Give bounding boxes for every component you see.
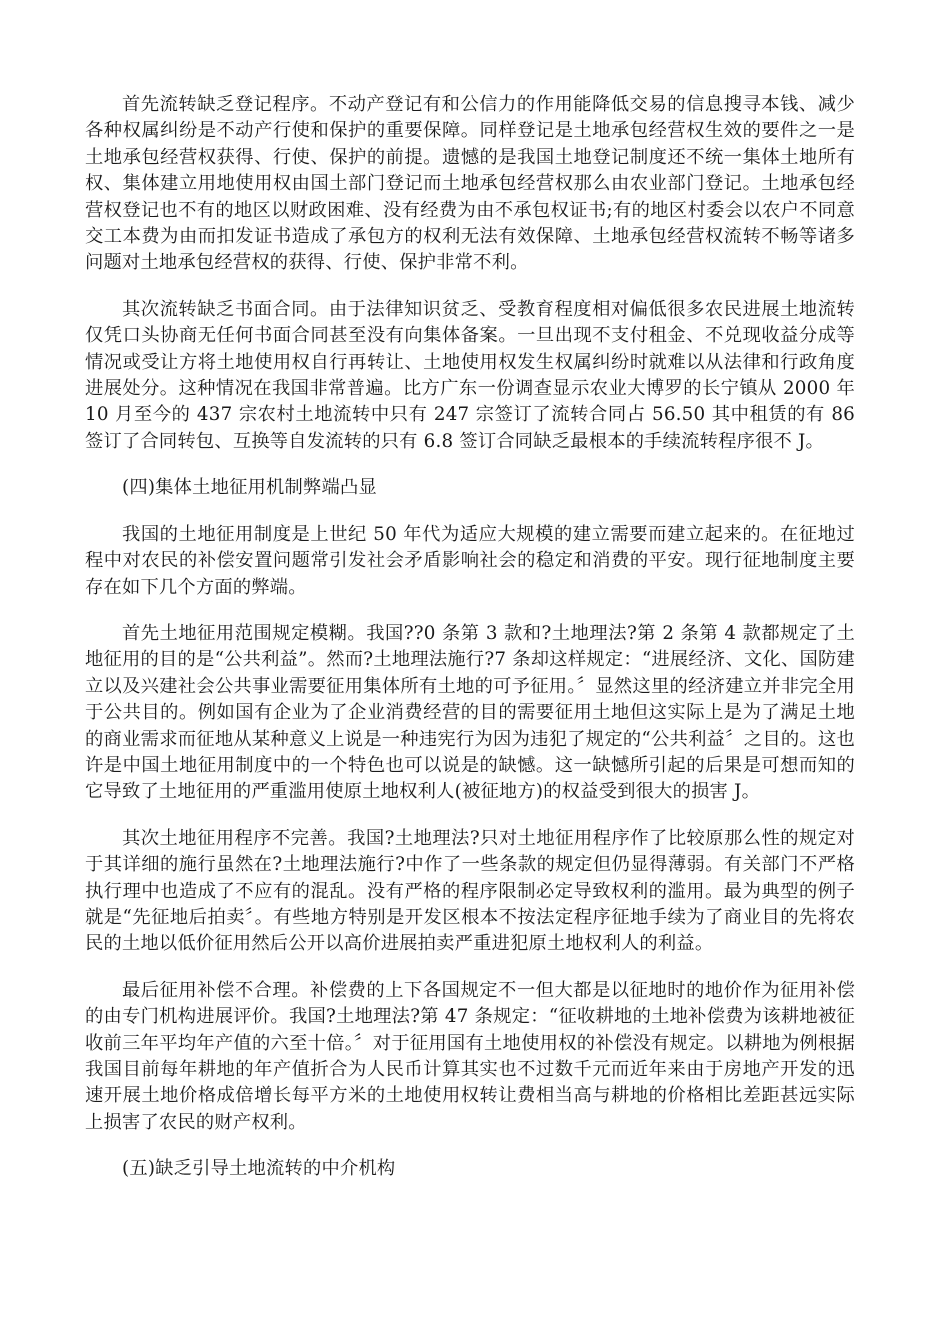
paragraph-written-contract: 其次流转缺乏书面合同。由于法律知识贫乏、受教育程度相对偏低很多农民进展土地流转仅凭口头协商无任何书面合同甚至没有向集体备案。一旦出现不支付租金、不兑现收益分成等情况或受让方将土地使用权自行再转让、土地使用权发生权属纠纷时就难以从法律和行政角度进展处分。这种情况在我国非常普遍。比方广东一份调查显示农业大博罗的长宁镇从 2000 年 10 月至今的 437 宗农村土地流转中只有 247 宗签订了流转合同占 56.50 其中租赁的有 86 签订了合同转包、互换等自发流转的只有 6.8 签订合同缺乏最根本的手续流转程序很不 J。 [85,298,855,452]
paragraph-expropriation-intro: 我国的土地征用制度是上世纪 50 年代为适应大规模的建立需要而建立起来的。在征地过程中对农民的补偿安置问题常引发社会矛盾影响社会的稳定和消费的平安。现行征地制度主要存在如下几个方面的弊端。 [85,523,855,598]
document-page [85,92,855,1203]
paragraph-expropriation-procedure: 其次土地征用程序不完善。我国?土地理法?只对土地征用程序作了比较原那么性的规定对于其详细的施行虽然在?土地理法施行?中作了一些条款的规定但仍显得薄弱。有关部门不严格执行理中也造成了不应有的混乱。没有严格的程序限制必定导致权利的滥用。最为典型的例子就是“先征地后拍卖〞。有些地方特别是开发区根本不按法定程序征地手续为了商业目的先将农民的土地以低价征用然后公开以高价进展拍卖严重进犯原土地权利人的利益。 [85,827,855,955]
paragraph-expropriation-scope: 首先土地征用范围规定模糊。我国??0 条第 3 款和?土地理法?第 2 条第 4 款都规定了土地征用的目的是“公共利益”。然而?土地理法施行?7 条却这样规定：“进展经济、文化、国防建立以及兴建社会公共事业需要征用集体所有土地的可予征用。〞显然这里的经济建立并非完全用于公共目的。例如国有企业为了企业消费经营的目的需要征用土地但这实际上是为了满足土地的商业需求而征地从某种意义上说是一种违宪行为因为违犯了规定的“公共利益〞之目的。这也许是中国土地征用制度中的一个特色也可以说是的缺憾。这一缺憾所引起的后果是可想而知的它导致了土地征用的严重滥用使原土地权利人(被征地方)的权益受到很大的损害 J。 [85,622,855,803]
paragraph-registration: 首先流转缺乏登记程序。不动产登记有和公信力的作用能降低交易的信息搜寻本钱、减少各种权属纠纷是不动产行使和保护的重要保障。同样登记是土地承包经营权生效的要件之一是土地承包经营权获得、行使、保护的前提。遗憾的是我国土地登记制度还不统一集体土地所有权、集体建立用地使用权由国土部门登记而土地承包经营权那么由农业部门登记。土地承包经营权登记也不有的地区以财政困难、没有经费为由不承包权证书;有的地区村委会以农户不同意交工本费为由而扣发证书造成了承包方的权利无法有效保障、土地承包经营权流转不畅等诸多问题对土地承包经营权的获得、行使、保护非常不利。 [85,94,855,274]
section-heading-5: (五)缺乏引导土地流转的中介机构 [122,1158,396,1180]
section-heading-4: (四)集体土地征用机制弊端凸显 [122,477,377,499]
paragraph-compensation: 最后征用补偿不合理。补偿费的上下各国规定不一但大都是以征地时的地价作为征用补偿的由专门机构进展评价。我国?土地理法?第 47 条规定：“征收耕地的土地补偿费为该耕地被征收前三年平均年产值的六至十倍。〞对于征用国有土地使用权的补偿没有规定。以耕地为例根据我国目前每年耕地的年产值折合为人民币计算其实也不过数千元而近年来由于房地产开发的迅速开展土地价格成倍增长每平方米的土地使用权转让费相当高与耕地的价格相比差距甚远实际上损害了农民的财产权利。 [85,979,855,1133]
